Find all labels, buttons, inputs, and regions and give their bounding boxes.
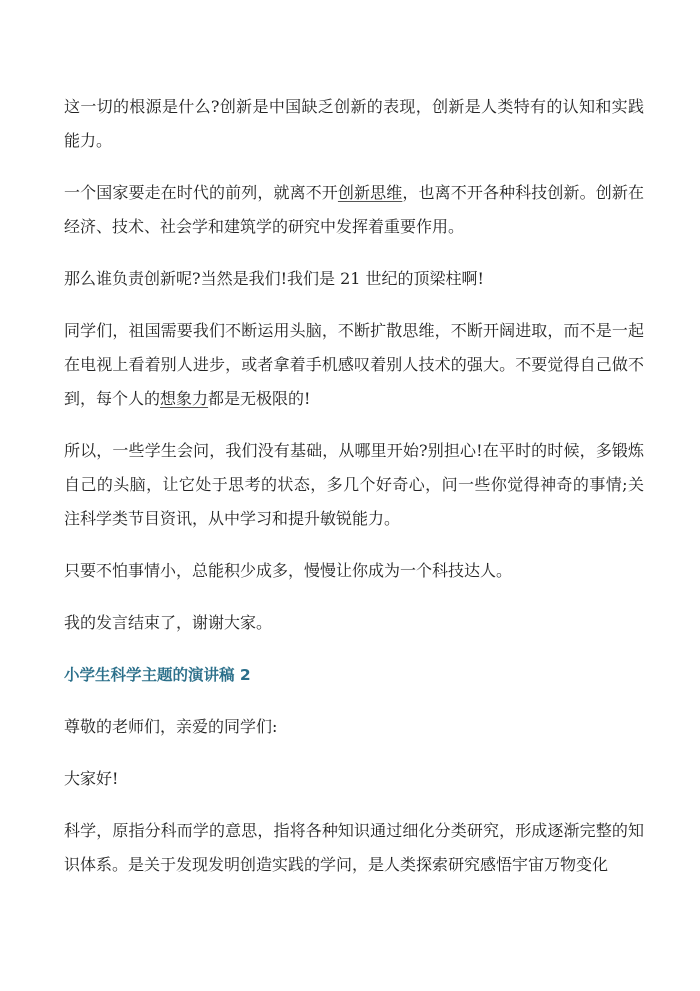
- paragraph-text: 所以，一些学生会问，我们没有基础，从哪里开始?别担心!在平时的时候，多锻炼自己的头脑，让它处于思考的状态，多几个好奇心，问一些你觉得神奇的事情;关注科学类节目资讯，从中学习和提升敏锐能力。: [64, 441, 644, 528]
- paragraphs-after: [64, 710, 644, 882]
- paragraph: [64, 710, 644, 744]
- paragraph-text: 尊敬的老师们，亲爱的同学们:: [64, 717, 278, 736]
- paragraph: [64, 814, 644, 882]
- paragraph-text: 科学，原指分科而学的意思，指将各种知识通过细化分类研究，形成逐渐完整的知识体系。是关于发现发明创造实践的学问，是人类探索研究感悟宇宙万物变化: [64, 821, 644, 874]
- paragraph-text: 只要不怕事情小，总能积少成多，慢慢让你成为一个科技达人。: [64, 561, 513, 580]
- paragraph: [64, 176, 644, 244]
- paragraph: [64, 262, 644, 296]
- paragraphs-before: [64, 90, 644, 640]
- paragraph-text: 都是无极限的!: [208, 389, 311, 408]
- paragraph: [64, 314, 644, 416]
- paragraph-text: 一个国家要走在时代的前列，就离不开: [64, 183, 338, 202]
- paragraph: [64, 762, 644, 796]
- section-heading: 小学生科学主题的演讲稿 2: [64, 666, 251, 684]
- keyword-link[interactable]: 创新思维: [337, 183, 403, 202]
- paragraph: [64, 434, 644, 536]
- paragraph: [64, 90, 644, 158]
- paragraph-text: 大家好!: [64, 769, 119, 788]
- paragraph-text: 同学们，祖国需要我们不断运用头脑，不断扩散思维，不断开阔进取，而不是一起在电视上看着别人进步，或者拿着手机感叹着别人技术的强大。不要觉得自己做不到，每个人的: [64, 321, 644, 408]
- document-body: [64, 90, 644, 900]
- paragraph: [64, 606, 644, 640]
- keyword-link[interactable]: 想象力: [160, 389, 209, 408]
- paragraph-text: 这一切的根源是什么?创新是中国缺乏创新的表现，创新是人类特有的认知和实践能力。: [64, 97, 644, 150]
- paragraph-text: ，也离不开各种科技创新。创新在经济、技术、社会学和建筑学的研究中发挥着重要作用。: [64, 183, 644, 236]
- paragraph: [64, 554, 644, 588]
- paragraph-text: 我的发言结束了，谢谢大家。: [64, 613, 273, 632]
- paragraph-text: 那么谁负责创新呢?当然是我们!我们是 21 世纪的顶梁柱啊!: [64, 269, 484, 288]
